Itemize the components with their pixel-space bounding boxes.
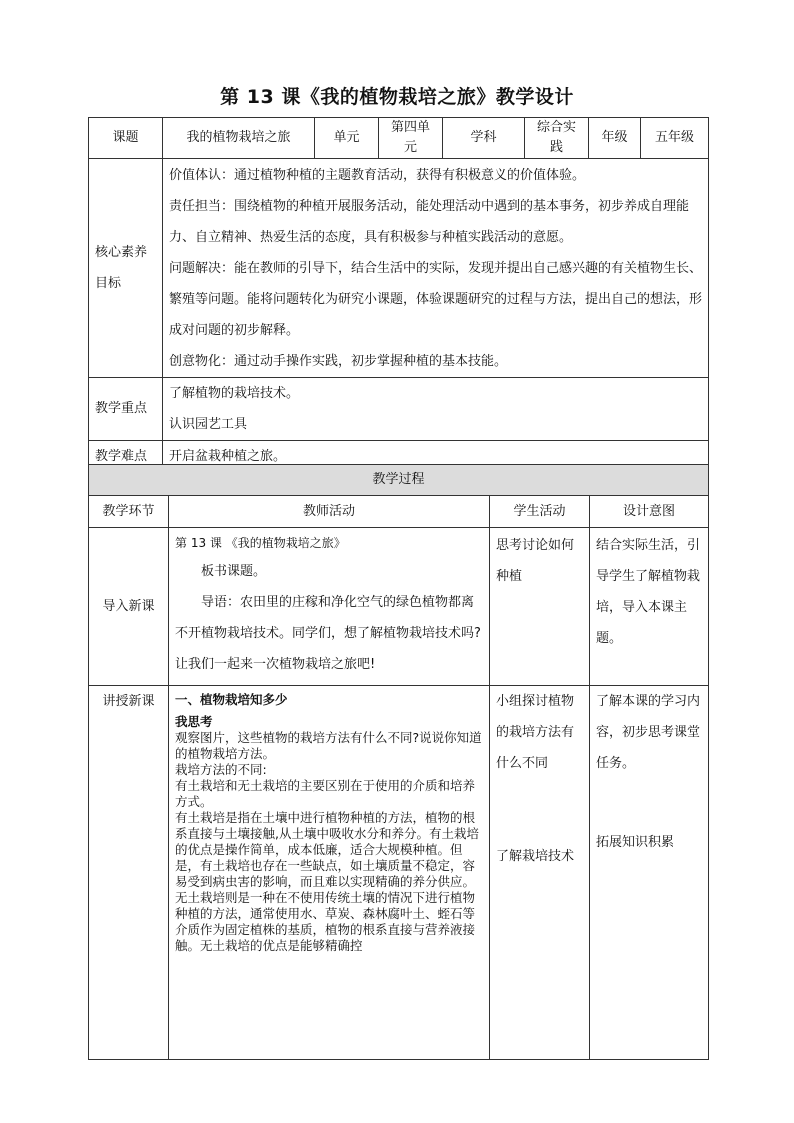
board-title: 板书课题。 [201,564,267,579]
intro-speech: 导语：农田里的庄稼和净化空气的绿色植物都离不开植物栽培技术。同学们，想了解植物栽培技术吗?让我们一起来一次植物栽培之旅吧! [175,595,481,672]
teacher-activity-new [169,686,490,1060]
table-row [89,686,709,1060]
student-activity-new [490,686,590,1060]
unit-value: 第四单元 [379,118,443,159]
intent-intro: 结合实际生活，引导学生了解植物栽培，导入本课主题。 [590,528,709,686]
difficulty-value: 开启盆栽种植之旅。 [163,441,709,474]
methods-heading: 栽培方法的不同: [175,762,267,777]
teaching-process-table [88,464,709,1060]
table-row [89,528,709,686]
goal-responsibility: 责任担当：围绕植物的种植开展服务活动，能处理活动中遇到的基本事务，初步养成自理能力、自立精神、热爱生活的态度，具有积极参与种植实践活动的意愿。 [169,199,690,245]
unit-label: 单元 [315,118,379,159]
key-point-2: 认识园艺工具 [169,417,248,432]
stage-new-lesson: 讲授新课 [89,686,169,1060]
col-intent: 设计意图 [590,496,709,528]
goal-creativity: 创意物化：通过动手操作实践，初步掌握种植的基本技能。 [169,354,508,369]
col-stage: 教学环节 [89,496,169,528]
intent-learn-content: 了解本课的学习内容，初步思考课堂任务。 [596,694,701,771]
soilless-cultivation: 无土栽培则是一种在不使用传统土壤的情况下进行植物种植的方法，通常使用水、草炭、森林腐叶土、蛭石等介质作为固定植株的基质，植物的根系直接与营养液接触。无土栽培的优点是能够精确控 [175,890,476,953]
col-teacher: 教师活动 [169,496,490,528]
student-discuss: 小组探讨植物的栽培方法有什么不同 [496,694,575,771]
intent-new [590,686,709,1060]
methods-difference: 有土栽培和无土栽培的主要区别在于使用的介质和培养方式。 [175,778,476,809]
grade-value: 五年级 [641,118,709,159]
col-student: 学生活动 [490,496,590,528]
stage-intro: 导入新课 [89,528,169,686]
goals-content [163,159,709,378]
soil-cultivation: 有土栽培是指在土壤中进行植物种植的方法，植物的根系直接与土壤接触,从土壤中吸收水分和养分。有土栽培的优点是操作简单，成本低廉，适合大规模种植。但是，有土栽培也存在一些缺点，如土壤质量不稳定，容易受到病虫害的影响，而且难以实现精确的养分供应。 [175,810,479,889]
key-point-1: 了解植物的栽培技术。 [169,386,300,401]
section-heading: 一、植物栽培知多少 [175,692,288,707]
lesson-info-table [88,117,709,474]
goals-label: 核心素养目标 [89,159,163,378]
process-header: 教学过程 [89,465,709,496]
goal-problem-solving: 问题解决：能在教师的引导下，结合生活中的实际，发现并提出自己感兴趣的有关植物生长、繁殖等问题。能将问题转化为研究小课题，体验课题研究的过程与方法，提出自己的想法，形成对问题的初步解释。 [169,261,703,338]
subject-label: 学科 [443,118,525,159]
lesson-value: 我的植物栽培之旅 [163,118,315,159]
intent-expand: 拓展知识积累 [596,835,675,850]
subject-value: 综合实践 [525,118,589,159]
student-learn: 了解栽培技术 [496,849,575,864]
page-title: 第 13 课《我的植物栽培之旅》教学设计 [220,86,574,108]
difficulty-label: 教学难点 [89,441,163,474]
goal-value: 价值体认：通过植物种植的主题教育活动，获得有积极意义的价值体验。 [169,168,586,183]
think-heading: 我思考 [175,714,213,729]
lesson-heading: 第 13 课 《我的植物栽培之旅》 [175,536,346,550]
key-points-content [163,378,709,441]
lesson-label: 课题 [89,118,163,159]
key-points-label: 教学重点 [89,378,163,441]
observe-question: 观察图片，这些植物的栽培方法有什么不同?说说你知道的植物栽培方法。 [175,730,482,761]
grade-label: 年级 [589,118,641,159]
student-activity-intro: 思考讨论如何种植 [490,528,590,686]
teacher-activity-intro [169,528,490,686]
